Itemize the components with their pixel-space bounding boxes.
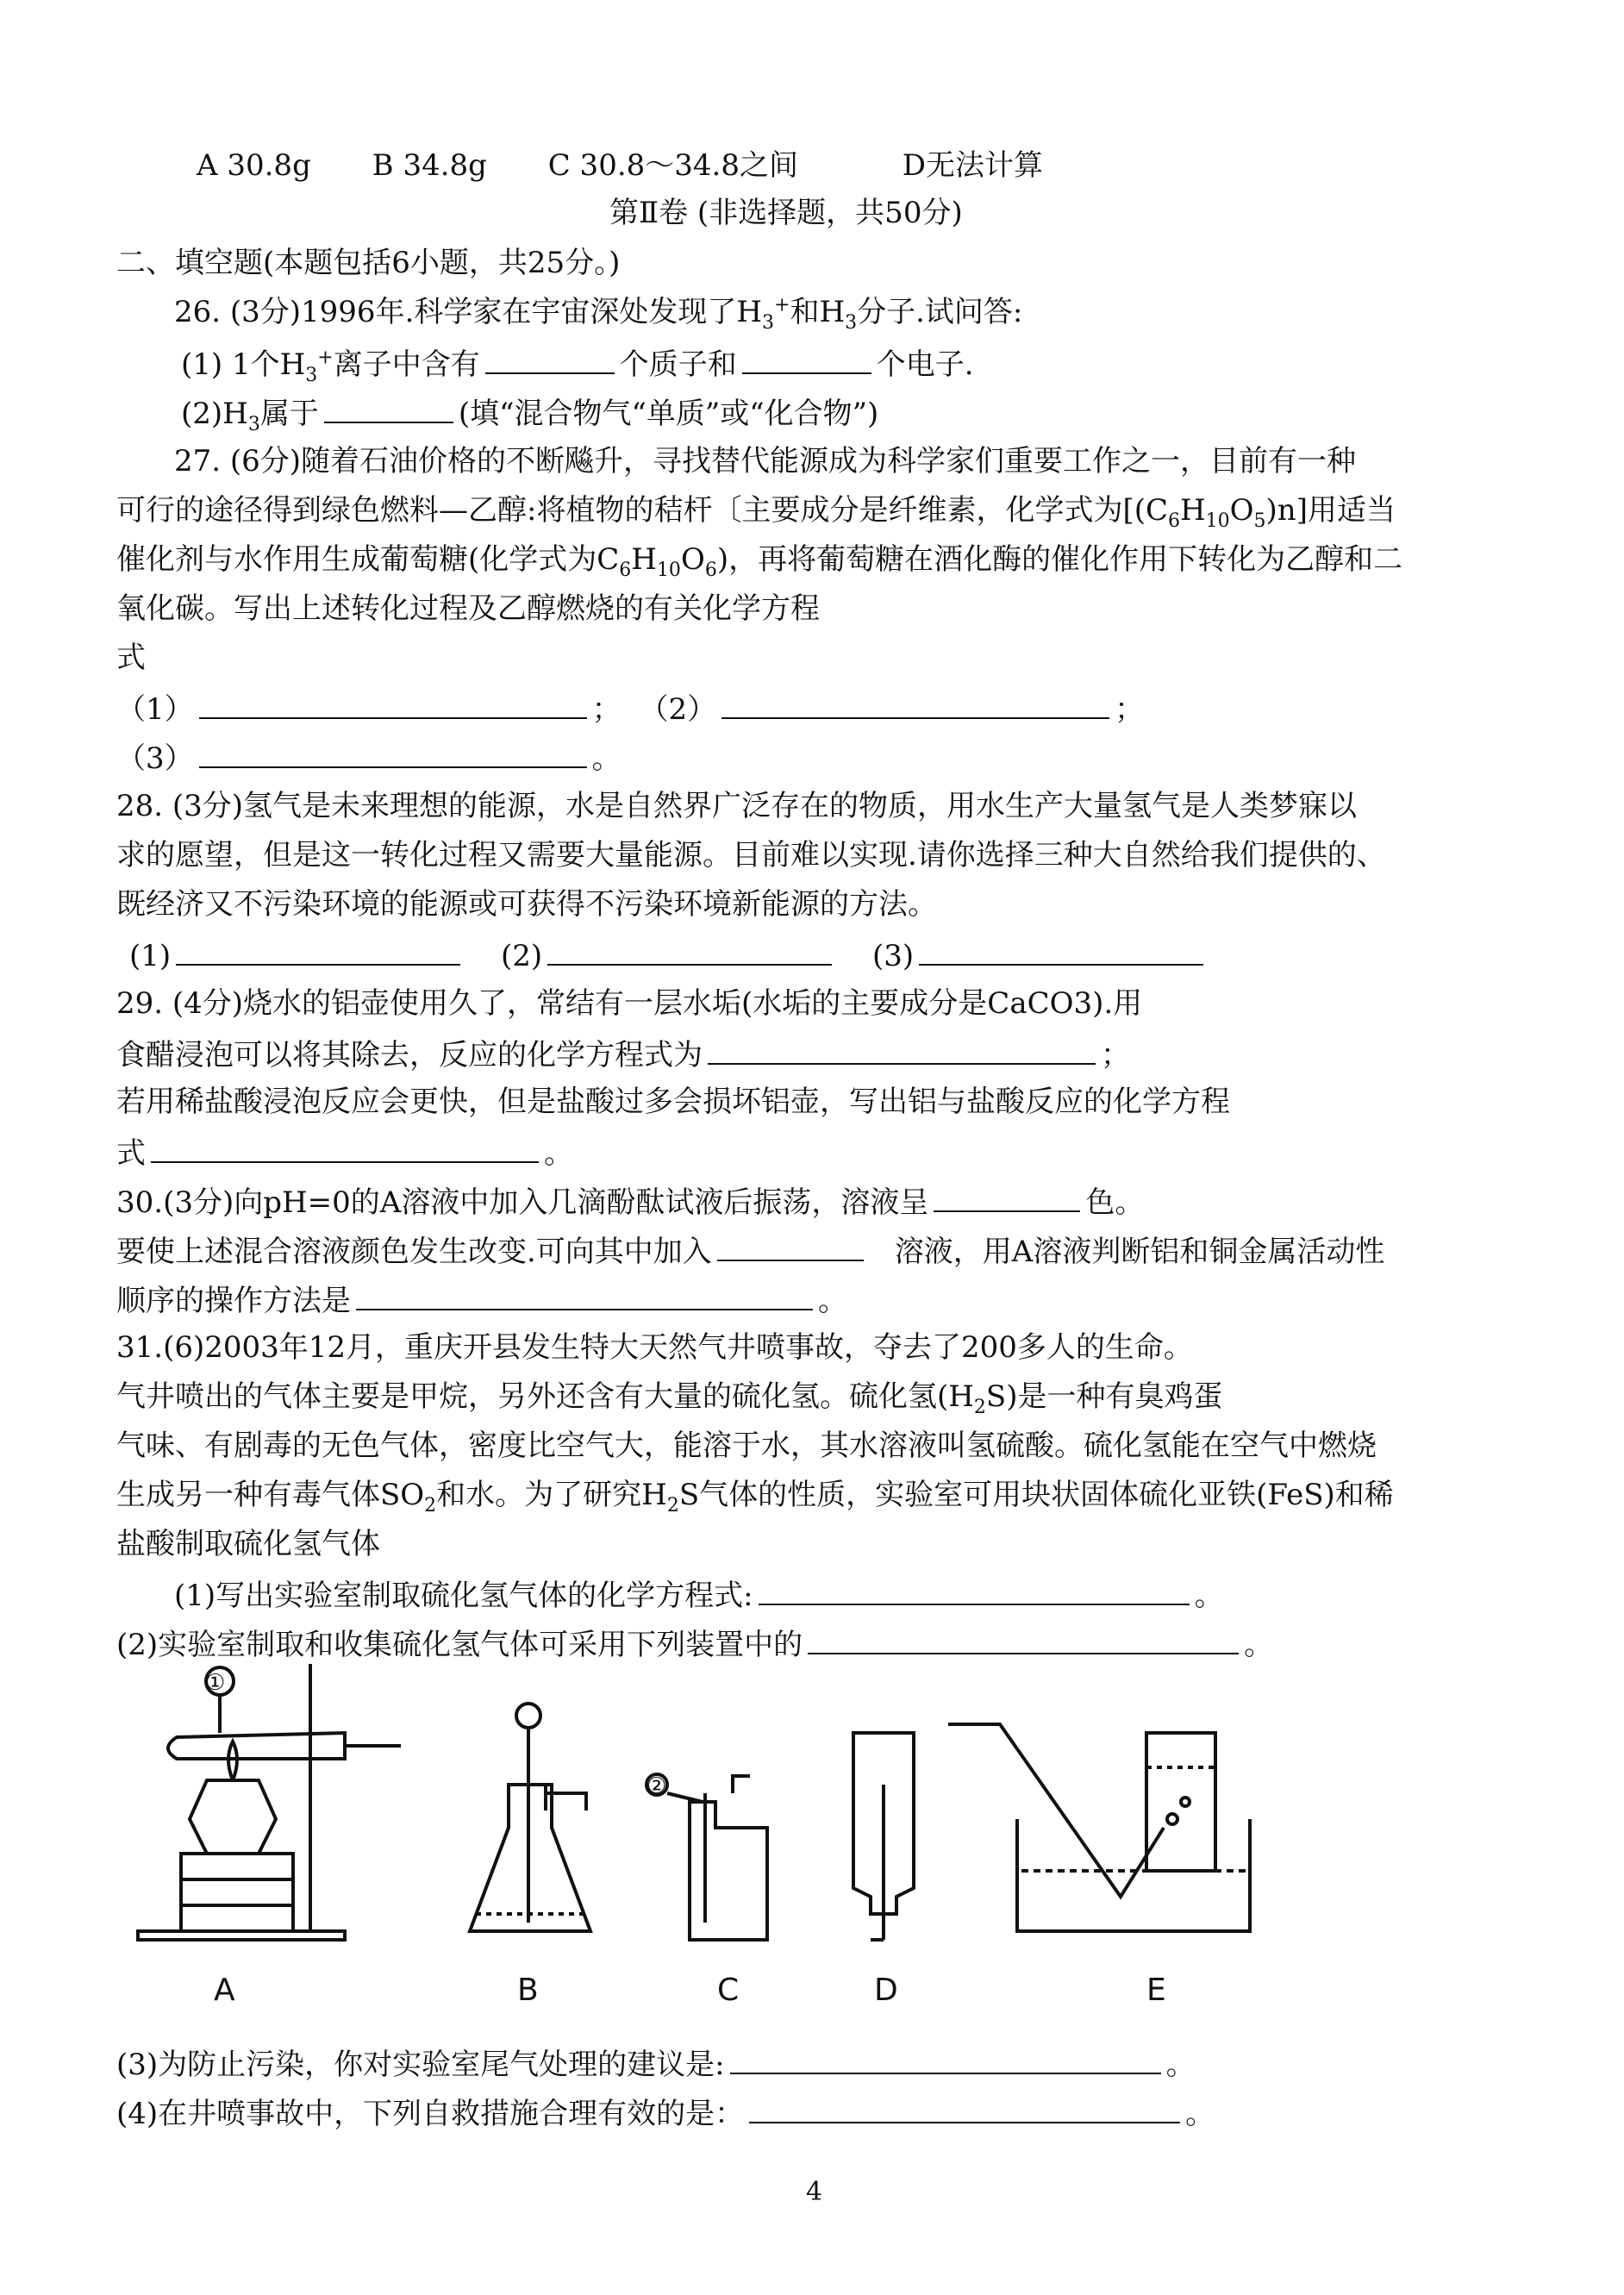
label-e: E [1146, 1973, 1166, 2008]
answer-blank[interactable] [176, 935, 460, 966]
q27-blanks-row1: （1） ； （2） ； [116, 688, 1144, 729]
answer-blank[interactable] [547, 935, 832, 966]
q27-blanks-row2: （3） 。 [116, 737, 621, 778]
q25-options [197, 147, 1095, 184]
label-a: A [214, 1973, 235, 2008]
answer-blank[interactable] [356, 1279, 813, 1310]
apparatus-d [853, 1733, 914, 1940]
q27-line4: 氧化碳。写出上述转化过程及乙醇燃烧的有关化学方程 [116, 591, 820, 626]
q26-part1: (1) 1个$H_3^+$离子中含有 个质子和 个电子. [181, 343, 974, 384]
answer-blank[interactable] [151, 1132, 539, 1163]
q29-line3: 若用稀盐酸浸泡反应会更快，但是盐酸过多会损坏铝壶，写出铝与盐酸反应的化学方程 [116, 1085, 1230, 1119]
page-number: 4 [806, 2177, 823, 2207]
q31-part4: (4)在井喷事故中，下列自救措施合理有效的是： 。 [116, 2092, 1215, 2133]
mark-1: ① [205, 1670, 226, 1696]
q28-line3: 既经济又不污染环境的能源或可获得不污染环境新能源的方法。 [116, 887, 937, 922]
answer-blank[interactable] [324, 392, 453, 423]
q28-line2: 求的愿望，但是这一转化过程又需要大量能源。目前难以实现.请你选择三种大自然给我们提供的、 [116, 838, 1386, 872]
apparatus-drawing [129, 1655, 1293, 2017]
apparatus-e [948, 1724, 1250, 1931]
answer-blank[interactable] [708, 1034, 1096, 1065]
option-a: A 30.8g [197, 148, 311, 183]
q31-line3: 气味、有剧毒的无色气体，密度比空气大，能溶于水，其水溶液叫氢硫酸。硫化氢能在空气中燃烧 [116, 1429, 1377, 1463]
q29-line1: 29. (4分)烧水的铝壶使用久了，常结有一层水垢(水垢的主要成分是CaCO3).用 [116, 986, 1143, 1021]
answer-blank[interactable] [808, 1623, 1239, 1654]
label-c: C [717, 1973, 740, 2008]
answer-blank[interactable] [742, 343, 871, 374]
q28-line1: 28. (3分)氢气是未来理想的能源，水是自然界广泛存在的物质，用水生产大量氢气是人类梦寐以 [116, 789, 1358, 823]
q30-line3: 顺序的操作方法是 。 [116, 1279, 847, 1320]
apparatus-figure [129, 1655, 1293, 2017]
answer-blank[interactable] [934, 1181, 1080, 1212]
q31-part3: (3)为防止污染，你对实验室尾气处理的建议是: 。 [116, 2043, 1196, 2084]
apparatus-a [138, 1664, 401, 1940]
q29-line2: 食醋浸泡可以将其除去，反应的化学方程式为 ； [116, 1034, 1130, 1074]
apparatus-b [470, 1704, 590, 1931]
answer-blank[interactable] [759, 1574, 1190, 1605]
option-b: B 34.8g [372, 148, 487, 183]
answer-blank[interactable] [199, 737, 587, 768]
q27-line1: 27. (6分)随着石油价格的不断飚升，寻找替代能源成为科学家们重要工作之一，目前有一种 [174, 444, 1357, 478]
answer-blank[interactable] [749, 2092, 1180, 2123]
section2-title: 第Ⅱ卷 (非选择题，共50分) [609, 196, 963, 230]
q27-line3: 催化剂与水作用生成葡萄糖(化学式为$C_6H_{10}O_6$)，再将葡萄糖在酒化酶的催化作用下转化为乙醇和二 [116, 542, 1403, 581]
answer-blank[interactable] [485, 343, 615, 374]
q26-stem: 26. (3分)1996年.科学家在宇宙深处发现了$H_3^+$和$H_3$分子.试问答: [174, 294, 1023, 334]
q31-line1: 31.(6)2003年12月，重庆开县发生特大天然气井喷事故，夺去了200多人的生命。 [116, 1330, 1193, 1365]
answer-blank[interactable] [199, 688, 587, 719]
answer-blank[interactable] [730, 2043, 1161, 2074]
q31-part1: (1)写出实验室制取硫化氢气体的化学方程式: 。 [174, 1574, 1224, 1615]
q27-line2: 可行的途径得到绿色燃料—乙醇:将植物的秸杆〔主要成分是纤维素，化学式为$[(C_6H_{10}O_5)n]$用适当 [116, 493, 1396, 532]
q29-line4: 式 。 [116, 1132, 573, 1173]
option-c: C 30.8～34.8之间 [547, 148, 798, 183]
fill-heading: 二、填空题(本题包括6小题，共25分。) [116, 246, 621, 280]
q26-part2: $(2)H_3$属于 (填“混合物气“单质”或“化合物”) [181, 392, 878, 433]
q31-line2: 气井喷出的气体主要是甲烷，另外还含有大量的硫化氢。硫化氢$(H_2S)$是一种有臭鸡蛋 [116, 1379, 1223, 1418]
mark-2: ② [646, 1773, 667, 1799]
q30-line2: 要使上述混合溶液颜色发生改变.可向其中加入 溶液，用A溶液判断铝和铜金属活动性 [116, 1230, 1384, 1271]
q28-blanks: (1) (2) (3) [129, 935, 1209, 975]
answer-blank[interactable] [919, 935, 1203, 966]
q31-line4: 生成另一种有毒气体$SO_2$和水。为了研究$H_2S$气体的性质，实验室可用块状固体硫化亚铁(FeS)和稀 [116, 1478, 1394, 1516]
q30-line1: 30.(3分)向pH=0的A溶液中加入几滴酚酞试液后振荡，溶液呈 色。 [116, 1181, 1144, 1222]
option-d: D无法计算 [902, 148, 1044, 183]
answer-blank[interactable] [721, 688, 1109, 719]
q27-line5: 式 [116, 641, 146, 675]
q31-part2: (2)实验室制取和收集硫化氢气体可采用下列装置中的 。 [116, 1623, 1273, 1664]
label-b: B [517, 1973, 539, 2008]
q31-line5: 盐酸制取硫化氢气体 [116, 1527, 380, 1561]
answer-blank[interactable] [717, 1230, 864, 1261]
label-d: D [874, 1973, 898, 2008]
